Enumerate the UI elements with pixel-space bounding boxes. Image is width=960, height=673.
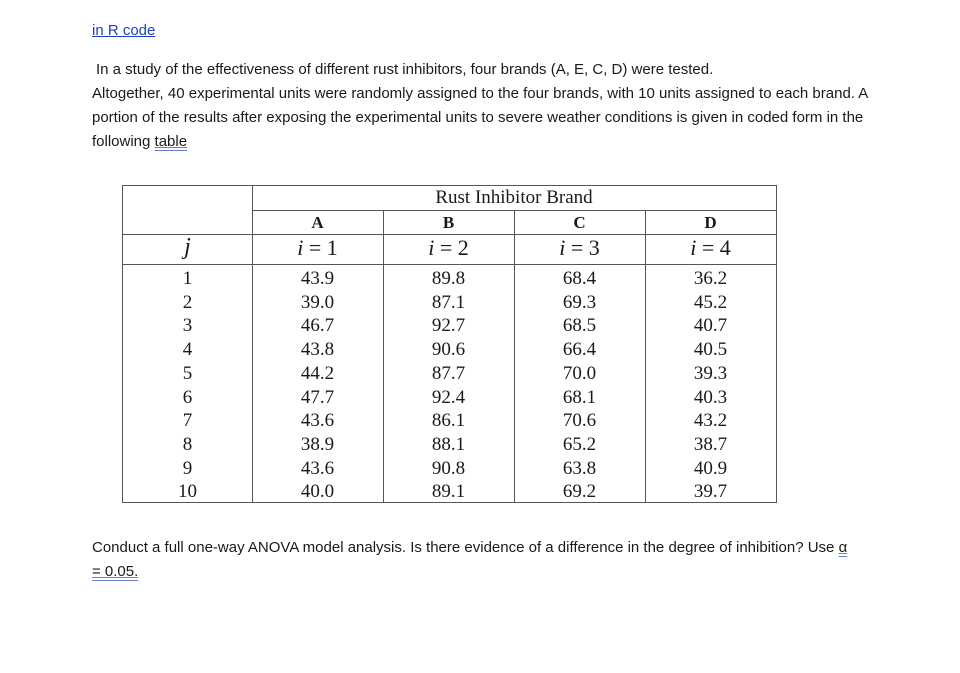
cell-c: 69.2 (562, 481, 597, 503)
cell-b: 90.6 (431, 339, 466, 361)
index-a: i = 1 (297, 235, 338, 260)
cell-a: 44.2 (300, 362, 335, 384)
brand-b-header: B (442, 213, 455, 232)
cell-c: 66.4 (562, 339, 597, 361)
brand-c-header: C (573, 213, 586, 232)
brand-a-header: A (311, 213, 324, 232)
cell-a: 38.9 (300, 433, 335, 455)
cell-a: 43.6 (300, 457, 335, 479)
row-number: 5 (182, 362, 193, 384)
brand-c-column (514, 267, 645, 504)
brand-d-column (645, 267, 776, 504)
row-number: 8 (182, 433, 193, 455)
cell-a: 40.0 (300, 481, 335, 503)
cell-d: 39.7 (693, 481, 728, 503)
cell-c: 68.4 (562, 268, 597, 289)
cell-c: 68.1 (562, 386, 597, 408)
row-number: 6 (182, 386, 193, 408)
row-number: 10 (178, 481, 197, 503)
cell-d: 40.5 (693, 339, 728, 361)
row-number: 3 (182, 315, 193, 337)
index-c: i = 3 (559, 235, 600, 260)
cell-a: 46.7 (300, 315, 335, 337)
cell-d: 39.3 (693, 362, 728, 384)
cell-a: 43.6 (300, 410, 335, 432)
cell-c: 65.2 (562, 433, 597, 455)
cell-b: 89.1 (431, 481, 466, 503)
question-text: Conduct a full one-way ANOVA model analysis. Is there evidence of a difference in the degree of inhibition? Use (92, 539, 835, 556)
cell-d: 40.9 (693, 457, 728, 479)
cell-b: 92.7 (431, 315, 466, 337)
cell-a: 43.8 (300, 339, 335, 361)
cell-a: 39.0 (300, 291, 335, 313)
cell-a: 43.9 (300, 268, 335, 289)
cell-b: 90.8 (431, 457, 466, 479)
alpha-value: α = 0.05. (92, 539, 848, 580)
brand-b-column (383, 267, 514, 504)
index-d: i = 4 (690, 235, 731, 260)
cell-c: 70.0 (562, 362, 597, 384)
brand-d-header: D (704, 213, 717, 232)
intro-paragraph (92, 58, 882, 154)
cell-d: 40.7 (693, 315, 728, 337)
intro-body: Altogether, 40 experimental units were randomly assigned to the four brands, with 10 units assigned to each brand. A portion of the results after exposing the experimental units to severe weather conditions is given in coded form in the following (92, 85, 868, 150)
cell-d: 40.3 (693, 386, 728, 408)
row-number: 1 (182, 268, 193, 289)
cell-b: 92.4 (431, 386, 466, 408)
row-numbers-column (123, 267, 252, 504)
cell-b: 88.1 (431, 433, 466, 455)
cell-b: 87.1 (431, 291, 466, 313)
row-number: 7 (182, 410, 193, 432)
j-header: j (184, 234, 191, 260)
index-b: i = 2 (428, 235, 469, 260)
cell-d: 36.2 (693, 268, 728, 289)
row-number: 9 (182, 457, 193, 479)
cell-c: 68.5 (562, 315, 597, 337)
row-number: 2 (182, 291, 193, 313)
cell-c: 63.8 (562, 457, 597, 479)
cell-d: 43.2 (693, 410, 728, 432)
cell-b: 87.7 (431, 362, 466, 384)
row-number: 4 (182, 339, 193, 361)
question-paragraph (92, 536, 852, 584)
intro-line1: In a study of the effectiveness of different rust inhibitors, four brands (A, E, C, D) were tested. (96, 61, 714, 78)
cell-c: 70.6 (562, 410, 597, 432)
rust-inhibitor-table (122, 185, 777, 503)
r-code-link[interactable]: in R code (92, 22, 156, 39)
cell-a: 47.7 (300, 386, 335, 408)
table-word: table (154, 133, 188, 150)
cell-b: 86.1 (431, 410, 466, 432)
cell-d: 38.7 (693, 433, 728, 455)
cell-c: 69.3 (562, 291, 597, 313)
brand-title: Rust Inhibitor Brand (435, 187, 593, 208)
cell-d: 45.2 (693, 291, 728, 313)
cell-b: 89.8 (431, 268, 466, 289)
brand-a-column (252, 267, 383, 504)
